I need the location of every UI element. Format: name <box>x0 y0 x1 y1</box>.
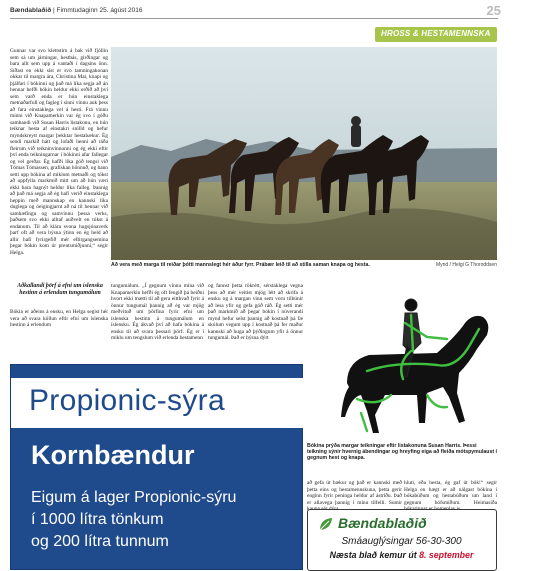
photo-credit: Mynd / Helgi G Thoroddsen <box>435 262 497 268</box>
issue-date: Fimmtudaginn 25. ágúst 2016 <box>56 7 143 14</box>
logo-text: Bændablaðið <box>338 515 427 531</box>
baendabladid-classifieds-ad[interactable] <box>307 509 497 571</box>
photo-caption: Að vera með marga til reiðar þótti mannslegt hér áður fyrr. Prábær leið til að stilla saman knapa og hesta. <box>111 262 370 268</box>
publication-name: Bændablaðið <box>10 7 52 14</box>
illustration-caption: Bókina prýða margar teikningar eftir listakonuna Susan Harris. Þessi teikning sýnir hvernig ábendingar og hreyfing eiga að fleiða mótspymulaust í gegnum hest og knapa. <box>307 443 497 462</box>
section-banner <box>375 27 497 42</box>
article-column-4: að gefa út bækur og það er kannski með þetta eins og hestamennskuna, þetta gerir enginn fyrir peninga heldur af ástríðu. Það er allavega þannig í mínu tilfelli. Sumir <box>307 480 402 506</box>
page-header <box>0 0 533 20</box>
next-issue-label: Næsta blað kemur út <box>329 550 417 560</box>
leaf-icon <box>318 516 334 532</box>
rider-horse-illustration <box>307 283 497 443</box>
baendabladid-logo <box>318 515 488 533</box>
classifieds-phone: Smáauglýsingar 56-30-300 <box>341 536 462 547</box>
article-column-5: hluti, eða hesta, ég gaf út bók!“ segir Helga en hægt er að nálgast bókina í bókabúðum og hestabúðum um land í gegnum hófsmíðum. Heimasíða <box>404 480 497 506</box>
article-column-2: tungumálum. „Í gegnum vinnu mína við Knapamerkin hefði ég oft fengið þá beiðni hvort ekki mætti til að gera eitthvað fyrir á önnur tungumál þannig að ég var mjög meðvituð um þörfina fyrir efni um íslenska hestinn á tungumálum en íslensku. Ég ákvað því að hafa bókina á ensku til að svara þessari þörf. Ég er í miklu um tengslum við erlenda hestamenn <box>111 283 204 341</box>
ad-body: Eigum á lager Propionic-sýru í 1000 lítra tönkum og 200 lítra tunnum <box>31 489 237 550</box>
page-number: 25 <box>486 3 501 18</box>
article-column-1: Gunnar var svo klettstirn á bak við fjöllin sem sá um járningar, hestbás, girðingar og bara allt sem upp á vantaði í dagsins önn. Síðast en ekki síst er svo tamningakonan okkar til margra ára, Christina Mai, knapi og þjálfari í bókinni og það má líka segja að án hennar hefði bókin heldur ekki orðið að því sem varð enda er hún einstaklega metnaðarfull og fagleg í sinni vinnu auk þess að fara einstaklega vel á hesti. Frá vinnu minni við Knapamerkin var ég svo í góðu sambandi við Susan Harris listakonu, en hún teiknar hesta af einstakri snilld og hefur myndskreytt margar þekktar hestabækur. Ég sendi markið hátt og lofaði henni að ráða fleirum við teikninvinnunni og ég ekki eftir því enda teikningarnar í bókinni afar fallegar og vel gerðar. Ég hafði líka góð tengsl við Tómas Tómassen, grafískan hönnuð, og hann setti upp bókina af miklum metnaði og tókst að uppfylla markmið mitt um að hún væri ekki bara hagnýt heldur líka falleg. Þannig að það má segja að ég hafi verið einstaklega heppin með mannskap en kannski líka duglega og óeigingjarnt að ná til hennar við samhæfingu og samvinnu þessa verks, þaðsem svo ekki alltaf auðvelt en tókst á endanum. Til að klára svona hugsjónaverk þarf oft að vera býsna ýtinn en ég held að allir hafi fyrirgefið mér eftirgangsemina þegar bókin kom úr prentsmiðjunni,“ segir Helga. <box>10 48 108 256</box>
horses-photo-image <box>111 47 497 260</box>
article-subheading: Aðkallandi þörf á efni um íslenska hestinn á erlendum tungumálum <box>17 283 103 296</box>
horses-photo <box>111 47 497 260</box>
article-column-3: og fannst þetta rökrétt, sérstaklega vegna þess að mér veitist mjög létt að skrifa á ensku og á margan vinn sem voru tilbúnir að lesa yfir og gefa góð ráð. Ég setti mér það markmið að þegar bókin í núverandi mynd hefur selst þannig að kostnað þá fæ skólum vegum upp í kostnað þá fer maður kannski að huga að þýðingum yfir á önnur tungumál. Það er býsna dýrt <box>208 283 303 341</box>
ad-product: Kornbændur <box>31 440 195 470</box>
header-publication-date: Bændablaðið | Fimmtudaginn 25. ágúst 2016 <box>10 7 143 14</box>
next-issue-date: 8. september <box>419 550 474 560</box>
ad-headline: Propionic-sýra <box>29 384 225 417</box>
article-column-1-continued: Bókin er aðeins á ensku, en Helga segist hér vera að svara köllun eftir efni um íslenska hestinn á erlendum <box>10 309 108 328</box>
header-rule <box>10 18 498 19</box>
next-issue-line <box>308 550 495 560</box>
section-label: HROSS & HESTAMENNSKA <box>381 29 491 38</box>
propionic-acid-advertisement[interactable] <box>10 364 303 570</box>
rider-horse-drawing <box>307 283 497 443</box>
